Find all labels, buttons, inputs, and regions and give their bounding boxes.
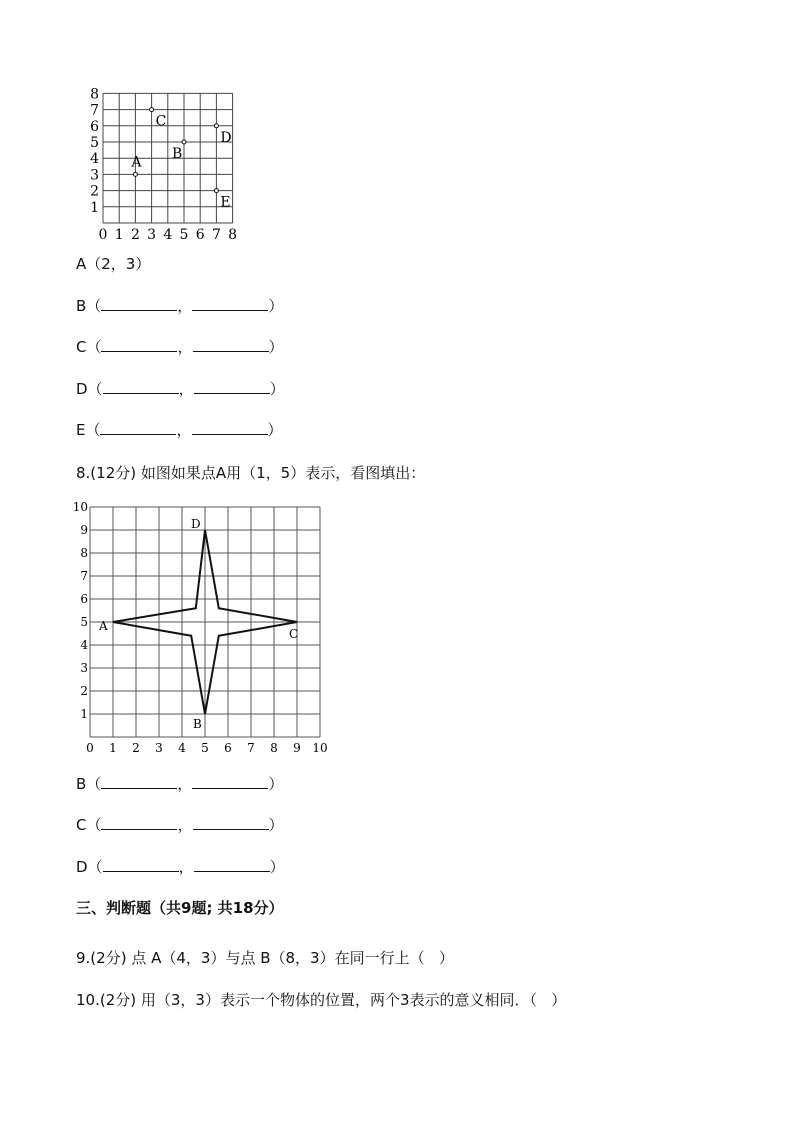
y-tick-labels bbox=[73, 500, 89, 721]
x-tick-labels bbox=[86, 741, 327, 755]
answer-blank[interactable] bbox=[100, 421, 176, 435]
answer-blank[interactable] bbox=[193, 816, 269, 830]
answer-blank[interactable] bbox=[103, 380, 179, 394]
y-tick-label: 2 bbox=[80, 684, 88, 698]
x-tick-label: 6 bbox=[195, 227, 205, 243]
star-label-d: D bbox=[191, 517, 201, 531]
x-tick-label: 0 bbox=[98, 227, 108, 243]
star-grid bbox=[72, 495, 342, 760]
y-tick-label: 4 bbox=[90, 151, 99, 168]
grid-lines bbox=[90, 507, 320, 737]
x-tick-label: 6 bbox=[224, 741, 232, 755]
row-text: ， bbox=[177, 816, 193, 835]
x-tick-label: 4 bbox=[163, 227, 173, 243]
answer-row bbox=[76, 774, 283, 794]
x-tick-label: 8 bbox=[270, 741, 278, 755]
point-b bbox=[182, 140, 186, 144]
answer-row bbox=[76, 296, 283, 316]
x-tick-label: 1 bbox=[114, 227, 124, 243]
y-tick-labels bbox=[90, 86, 99, 215]
y-tick-label: 1 bbox=[80, 707, 88, 721]
answer-blank[interactable] bbox=[194, 380, 270, 394]
answer-blank[interactable] bbox=[101, 338, 177, 352]
star-label-c: C bbox=[289, 627, 299, 641]
y-tick-label: 4 bbox=[80, 638, 88, 652]
answer-row bbox=[76, 337, 284, 357]
row-text: E（ bbox=[76, 420, 101, 439]
point-c bbox=[150, 108, 154, 112]
y-tick-label: 10 bbox=[72, 500, 88, 514]
y-tick-label: 3 bbox=[90, 167, 99, 184]
x-tick-label: 7 bbox=[211, 227, 221, 243]
x-tick-label: 7 bbox=[247, 741, 255, 755]
answer-blank[interactable] bbox=[193, 338, 269, 352]
point-d bbox=[214, 124, 218, 128]
point-label: D bbox=[220, 129, 232, 146]
answer-blank[interactable] bbox=[192, 297, 268, 311]
x-tick-label: 3 bbox=[147, 227, 157, 243]
row-text: ） bbox=[268, 775, 284, 793]
answer-row bbox=[76, 857, 285, 877]
row-text: ， bbox=[178, 379, 194, 398]
row-text: B（ bbox=[76, 775, 102, 793]
y-tick-label: 2 bbox=[90, 183, 99, 200]
answer-blank[interactable] bbox=[194, 858, 270, 872]
row-text: ） bbox=[267, 420, 283, 439]
row-text: D（ bbox=[76, 857, 103, 876]
y-tick-label: 3 bbox=[80, 661, 88, 675]
y-tick-label: 6 bbox=[90, 118, 99, 135]
point-label: E bbox=[220, 194, 231, 211]
y-tick-label: 5 bbox=[90, 135, 99, 151]
point-label: B bbox=[172, 146, 183, 162]
x-tick-label: 9 bbox=[293, 741, 301, 755]
row-text: D（ bbox=[76, 379, 103, 398]
star-label-b: B bbox=[193, 717, 202, 731]
answer-blank[interactable] bbox=[103, 858, 179, 872]
point-label: C bbox=[155, 113, 167, 130]
row-text: C（ bbox=[76, 816, 102, 835]
row-text: B（ bbox=[76, 297, 102, 315]
row-text: ） bbox=[268, 816, 284, 835]
row-text: ， bbox=[177, 297, 193, 315]
row-text: ， bbox=[178, 857, 194, 876]
point-e bbox=[214, 189, 218, 193]
x-tick-label: 3 bbox=[155, 741, 163, 755]
row-text: ） bbox=[269, 857, 285, 876]
row-text: ， bbox=[176, 420, 192, 439]
given-point-a: A（2，3） bbox=[76, 255, 151, 273]
y-tick-label: 8 bbox=[90, 86, 99, 103]
y-tick-label: 1 bbox=[90, 199, 99, 216]
y-tick-label: 7 bbox=[80, 569, 88, 583]
answer-row bbox=[76, 815, 284, 835]
x-tick-label: 2 bbox=[132, 741, 140, 755]
answer-blank[interactable] bbox=[101, 816, 177, 830]
question-10: 10.(2分) 用（3，3）表示一个物体的位置，两个3表示的意义相同．（ ） bbox=[76, 991, 567, 1009]
y-tick-label: 6 bbox=[80, 592, 88, 606]
x-tick-label: 5 bbox=[179, 227, 189, 243]
x-tick-label: 5 bbox=[201, 741, 209, 755]
answer-row bbox=[76, 379, 285, 399]
row-text: ） bbox=[269, 379, 285, 398]
row-text: ， bbox=[177, 338, 193, 357]
section-heading: 三、判断题（共9题; 共18分） bbox=[76, 899, 284, 917]
y-tick-label: 9 bbox=[80, 523, 88, 537]
x-tick-label: 8 bbox=[228, 227, 238, 243]
answer-blank[interactable] bbox=[101, 297, 177, 311]
row-text: ， bbox=[177, 775, 193, 793]
y-tick-label: 8 bbox=[80, 546, 88, 560]
x-tick-label: 2 bbox=[130, 227, 140, 243]
y-tick-label: 5 bbox=[80, 615, 88, 629]
grid-lines bbox=[103, 93, 233, 223]
row-text: ） bbox=[268, 297, 284, 315]
x-tick-label: 1 bbox=[109, 741, 117, 755]
question-9: 9.(2分) 点 A（4，3）与点 B（8，3）在同一行上（ ） bbox=[76, 949, 454, 967]
answer-blank[interactable] bbox=[192, 421, 268, 435]
x-tick-labels bbox=[99, 227, 238, 243]
answer-blank[interactable] bbox=[192, 775, 268, 789]
x-tick-label: 0 bbox=[86, 741, 94, 755]
answer-row bbox=[76, 420, 283, 440]
star-label-a: A bbox=[99, 619, 108, 633]
x-tick-label: 10 bbox=[312, 741, 328, 755]
point-a bbox=[133, 172, 137, 176]
point-label: A bbox=[131, 154, 142, 171]
y-tick-label: 7 bbox=[90, 102, 99, 119]
x-tick-label: 4 bbox=[178, 741, 186, 755]
answer-blank[interactable] bbox=[101, 775, 177, 789]
row-text: C（ bbox=[76, 338, 102, 357]
coordinate-grid-1 bbox=[85, 80, 245, 245]
row-text: ） bbox=[268, 338, 284, 357]
question-8-title: 8.(12分) 如图如果点A用（1，5）表示，看图填出： bbox=[76, 464, 426, 482]
